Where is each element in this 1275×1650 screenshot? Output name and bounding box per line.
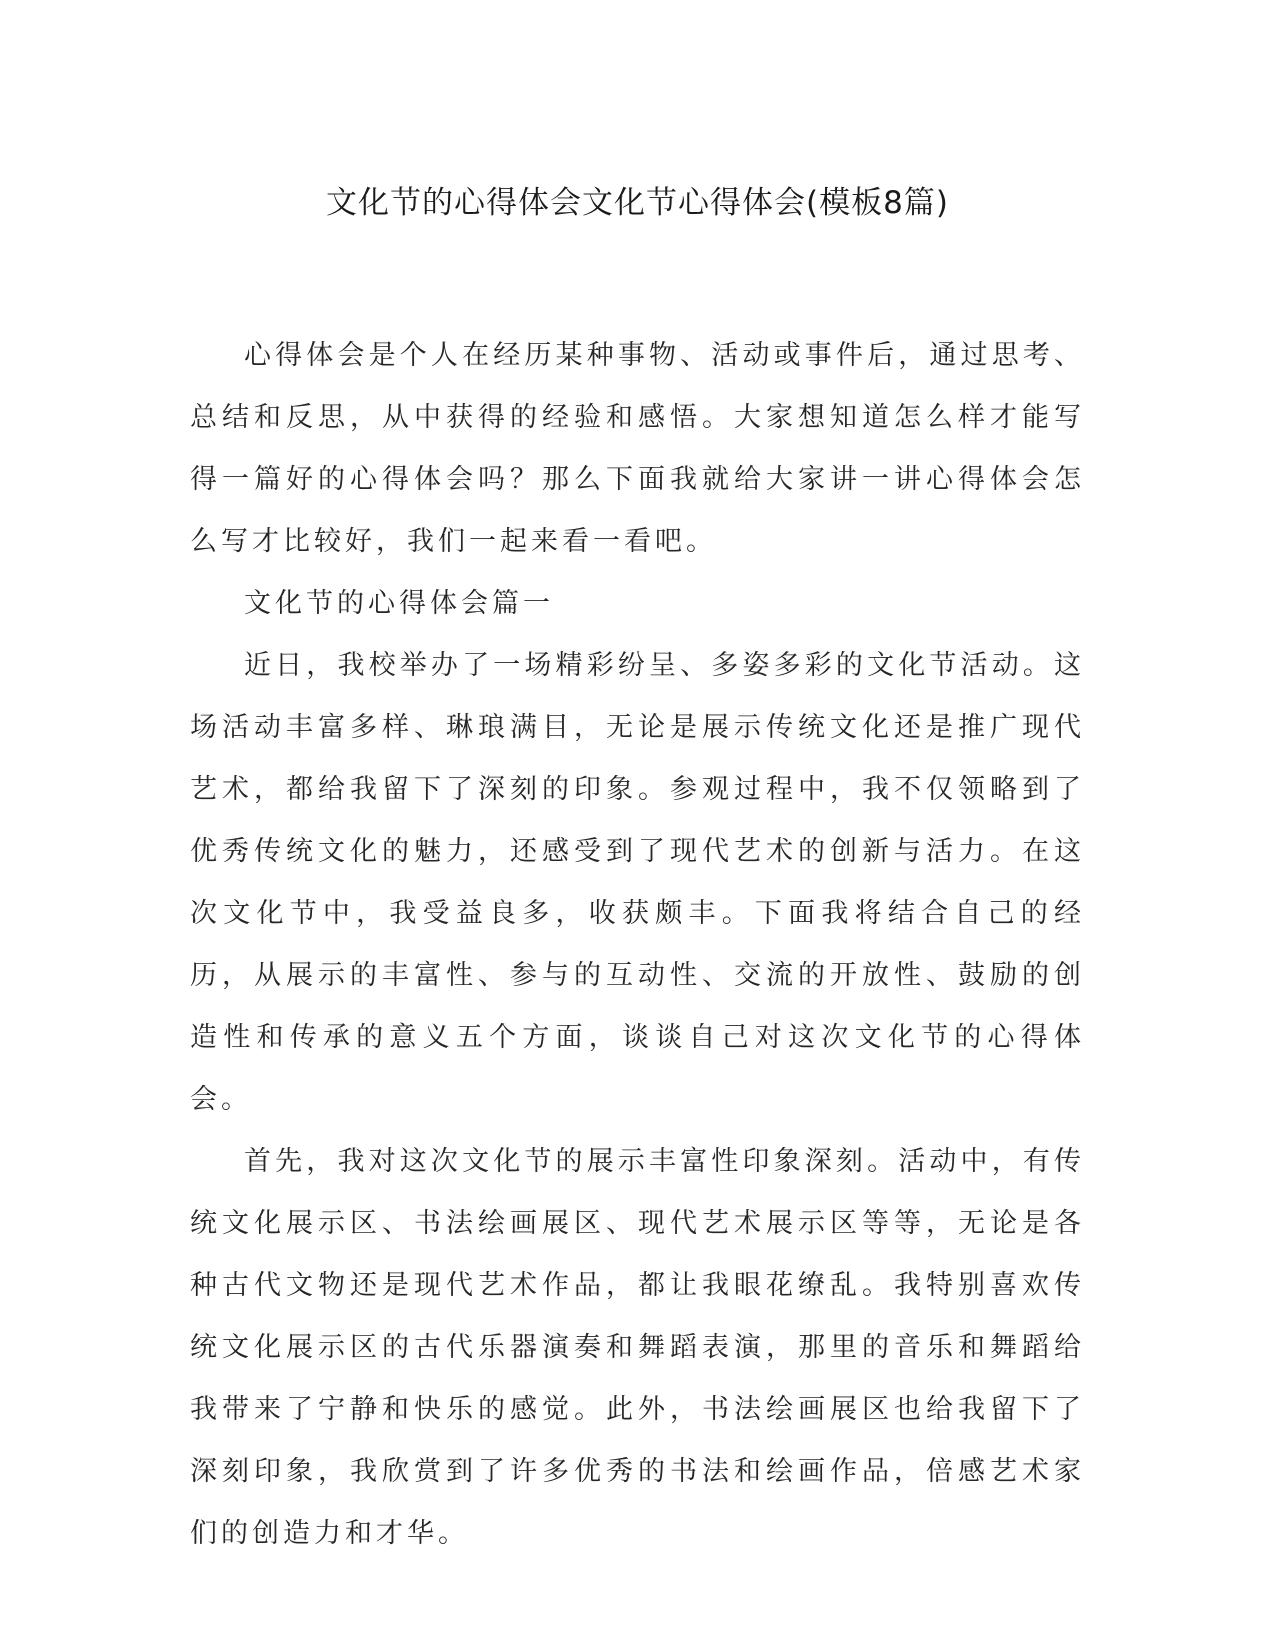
document-title: 文化节的心得体会文化节心得体会(模板8篇) xyxy=(326,185,949,221)
body-paragraph: 近日，我校举办了一场精彩纷呈、多姿多彩的文化节活动。这场活动丰富多样、琳琅满目，无论是展示传统文化还是推广现代艺术，都给我留下了深刻的印象。参观过程中，我不仅领略到了优秀传统文化的魅力，还感受到了现代艺术的创新与活力。在这次文化节中，我受益良多，收获颇丰。下面我将结合自己的经历，从展示的丰富性、参与的互动性、交流的开放性、鼓励的创造性和传承的意义五个方面，谈谈自己对这次文化节的心得体会。 xyxy=(190,650,1085,1115)
section-heading: 文化节的心得体会篇一 xyxy=(244,588,554,619)
document-body xyxy=(190,325,1085,1565)
body-paragraph: 首先，我对这次文化节的展示丰富性印象深刻。活动中，有传统文化展示区、书法绘画展区、现代艺术展示区等等，无论是各种古代文物还是现代艺术作品，都让我眼花缭乱。我特别喜欢传统文化展示区的古代乐器演奏和舞蹈表演，那里的音乐和舞蹈给我带来了宁静和快乐的感觉。此外，书法绘画展区也给我留下了深刻印象，我欣赏到了许多优秀的书法和绘画作品，倍感艺术家们的创造力和才华。 xyxy=(190,1146,1085,1549)
intro-paragraph: 心得体会是个人在经历某种事物、活动或事件后，通过思考、总结和反思，从中获得的经验和感悟。大家想知道怎么样才能写得一篇好的心得体会吗？那么下面我就给大家讲一讲心得体会怎么写才比较好，我们一起来看一看吧。 xyxy=(190,340,1085,557)
